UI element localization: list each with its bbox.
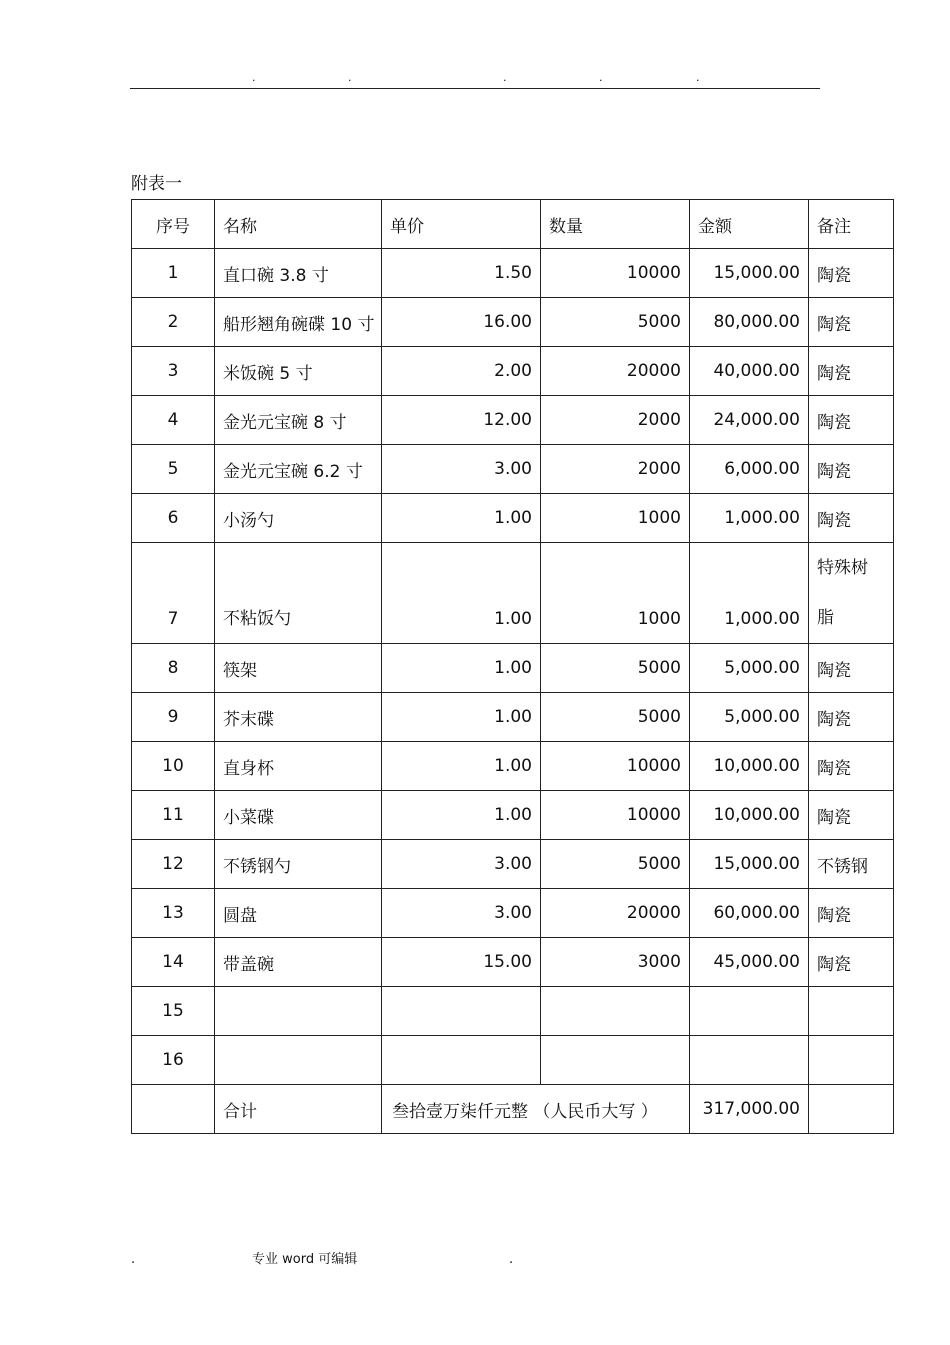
- header-cell-qty: 数量: [541, 200, 690, 249]
- cell-name: 小菜碟: [215, 791, 382, 840]
- table-header-row: [132, 200, 894, 249]
- cell-remark: 陶瓷: [809, 889, 894, 938]
- header-dot: .: [599, 71, 603, 84]
- cell-no: 7: [132, 543, 215, 644]
- cell-remark: 陶瓷: [809, 396, 894, 445]
- cell-amount: 24,000.00: [690, 396, 809, 445]
- table-row: [132, 938, 894, 987]
- footer-dot: .: [131, 1252, 136, 1267]
- total-cell-no: [132, 1085, 215, 1134]
- cell-price: [382, 987, 541, 1036]
- cell-qty: 20000: [541, 347, 690, 396]
- cell-qty: 5000: [541, 840, 690, 889]
- cell-name: 直口碗 3.8 寸: [215, 249, 382, 298]
- cell-no: 8: [132, 644, 215, 693]
- cell-no: 3: [132, 347, 215, 396]
- cell-price: 1.00: [382, 494, 541, 543]
- cell-qty: [541, 987, 690, 1036]
- cell-name: 小汤勺: [215, 494, 382, 543]
- cell-price: 3.00: [382, 445, 541, 494]
- cell-remark: 陶瓷: [809, 693, 894, 742]
- cell-amount: 1,000.00: [690, 494, 809, 543]
- cell-remark-line: 特殊树: [817, 558, 868, 578]
- cell-name: [215, 987, 382, 1036]
- cell-amount: 80,000.00: [690, 298, 809, 347]
- footer-text: 专业 word 可编辑: [252, 1252, 358, 1267]
- cell-qty: 10000: [541, 742, 690, 791]
- cell-remark: [809, 543, 894, 644]
- cell-price: 1.00: [382, 543, 541, 644]
- cell-amount: 45,000.00: [690, 938, 809, 987]
- table-row: [132, 840, 894, 889]
- cell-name: 船形翘角碗碟 10 寸: [215, 298, 382, 347]
- cell-no: 14: [132, 938, 215, 987]
- cell-name: 筷架: [215, 644, 382, 693]
- cell-no: 15: [132, 987, 215, 1036]
- cell-remark: 陶瓷: [809, 298, 894, 347]
- table-row: [132, 396, 894, 445]
- header-dot: .: [252, 71, 256, 84]
- total-in-words: 叁拾壹万柒仟元整 （人民币大写 ）: [382, 1085, 690, 1134]
- cell-amount: [690, 987, 809, 1036]
- header-dot: .: [503, 71, 507, 84]
- table-row: [132, 494, 894, 543]
- cell-price: 1.50: [382, 249, 541, 298]
- cell-no: 4: [132, 396, 215, 445]
- cell-no: 5: [132, 445, 215, 494]
- table-row: [132, 644, 894, 693]
- cell-amount: 15,000.00: [690, 249, 809, 298]
- total-cell-remark: [809, 1085, 894, 1134]
- cell-name: 金光元宝碗 6.2 寸: [215, 445, 382, 494]
- table-row: [132, 693, 894, 742]
- cell-no: 13: [132, 889, 215, 938]
- cell-qty: 1000: [541, 543, 690, 644]
- table-row: [132, 298, 894, 347]
- header-cell-price: 单价: [382, 200, 541, 249]
- cell-qty: 10000: [541, 791, 690, 840]
- cell-qty: 5000: [541, 298, 690, 347]
- cell-amount: [690, 1036, 809, 1085]
- cell-remark: 陶瓷: [809, 938, 894, 987]
- cell-price: 1.00: [382, 791, 541, 840]
- cell-remark: [809, 1036, 894, 1085]
- cell-amount: 10,000.00: [690, 791, 809, 840]
- cell-name: 不粘饭勺: [215, 543, 382, 644]
- total-amount: 317,000.00: [690, 1085, 809, 1134]
- table-row: [132, 249, 894, 298]
- cell-price: 1.00: [382, 742, 541, 791]
- cell-remark: 陶瓷: [809, 347, 894, 396]
- header-dot: .: [348, 71, 352, 84]
- cell-amount: 1,000.00: [690, 543, 809, 644]
- cell-amount: 6,000.00: [690, 445, 809, 494]
- cell-qty: [541, 1036, 690, 1085]
- cell-no: 12: [132, 840, 215, 889]
- footer-dot: .: [509, 1252, 514, 1267]
- table-total-row: [132, 1085, 894, 1134]
- cell-qty: 2000: [541, 445, 690, 494]
- cell-no: 6: [132, 494, 215, 543]
- cell-name: 米饭碗 5 寸: [215, 347, 382, 396]
- cell-name: 芥末碟: [215, 693, 382, 742]
- cell-price: 15.00: [382, 938, 541, 987]
- cell-name: 直身杯: [215, 742, 382, 791]
- cell-qty: 10000: [541, 249, 690, 298]
- table-row: [132, 445, 894, 494]
- cell-price: 3.00: [382, 840, 541, 889]
- cell-name: 金光元宝碗 8 寸: [215, 396, 382, 445]
- appendix-table: [131, 199, 894, 1134]
- cell-name: 圆盘: [215, 889, 382, 938]
- cell-qty: 3000: [541, 938, 690, 987]
- table-row: [132, 791, 894, 840]
- cell-no: 9: [132, 693, 215, 742]
- cell-amount: 5,000.00: [690, 693, 809, 742]
- cell-no: 11: [132, 791, 215, 840]
- table-row: [132, 742, 894, 791]
- cell-qty: 5000: [541, 693, 690, 742]
- cell-amount: 10,000.00: [690, 742, 809, 791]
- cell-price: 16.00: [382, 298, 541, 347]
- cell-remark: 陶瓷: [809, 791, 894, 840]
- cell-name: [215, 1036, 382, 1085]
- total-label: 合计: [215, 1085, 382, 1134]
- cell-remark: 不锈钢: [809, 840, 894, 889]
- cell-name: 带盖碗: [215, 938, 382, 987]
- cell-qty: 1000: [541, 494, 690, 543]
- table-caption: 附表一: [131, 174, 182, 194]
- header-rule: [130, 88, 820, 89]
- cell-no: 1: [132, 249, 215, 298]
- header-cell-amount: 金额: [690, 200, 809, 249]
- cell-qty: 5000: [541, 644, 690, 693]
- cell-name: 不锈钢勺: [215, 840, 382, 889]
- cell-remark: 陶瓷: [809, 644, 894, 693]
- cell-remark-line: 脂: [817, 608, 834, 628]
- cell-remark: 陶瓷: [809, 494, 894, 543]
- table-row: [132, 889, 894, 938]
- cell-no: 2: [132, 298, 215, 347]
- header-cell-name: 名称: [215, 200, 382, 249]
- header-dot: .: [696, 71, 700, 84]
- header-cell-no: 序号: [132, 200, 215, 249]
- cell-remark: [809, 987, 894, 1036]
- cell-price: 12.00: [382, 396, 541, 445]
- cell-qty: 20000: [541, 889, 690, 938]
- table-row: [132, 347, 894, 396]
- header-cell-remark: 备注: [809, 200, 894, 249]
- cell-price: 3.00: [382, 889, 541, 938]
- cell-amount: 15,000.00: [690, 840, 809, 889]
- cell-amount: 5,000.00: [690, 644, 809, 693]
- cell-qty: 2000: [541, 396, 690, 445]
- table-row-empty: [132, 987, 894, 1036]
- cell-price: 1.00: [382, 693, 541, 742]
- cell-no: 10: [132, 742, 215, 791]
- cell-remark: 陶瓷: [809, 249, 894, 298]
- table-row-empty: [132, 1036, 894, 1085]
- cell-remark: 陶瓷: [809, 742, 894, 791]
- cell-amount: 40,000.00: [690, 347, 809, 396]
- cell-amount: 60,000.00: [690, 889, 809, 938]
- cell-price: [382, 1036, 541, 1085]
- cell-price: 1.00: [382, 644, 541, 693]
- cell-remark: 陶瓷: [809, 445, 894, 494]
- cell-no: 16: [132, 1036, 215, 1085]
- cell-price: 2.00: [382, 347, 541, 396]
- table-row: [132, 543, 894, 644]
